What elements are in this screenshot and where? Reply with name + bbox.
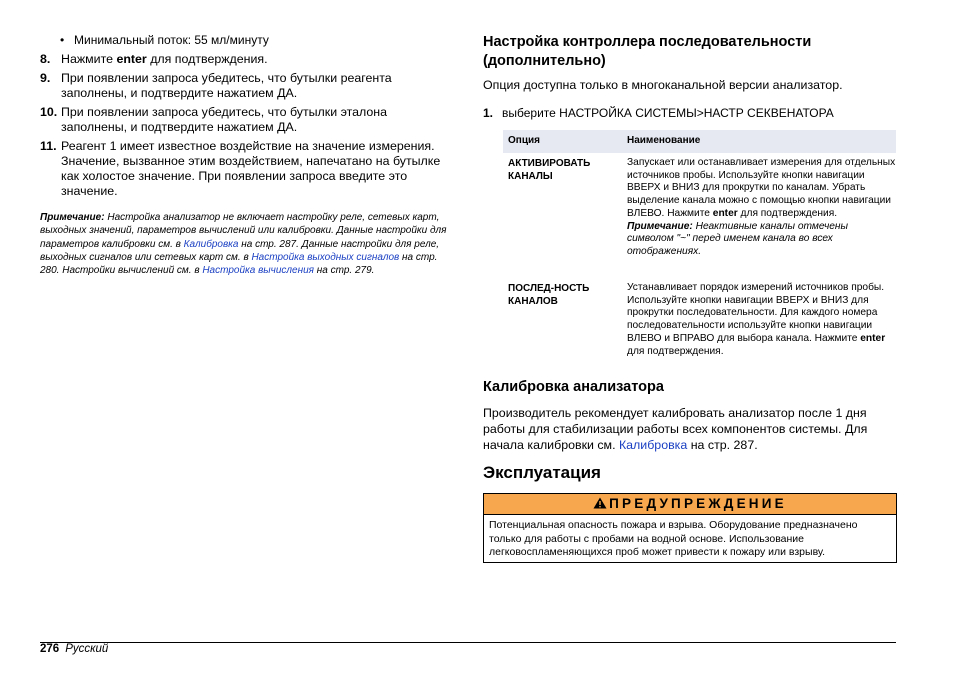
description-text: для подтверждения. [737, 207, 838, 219]
sequencer-heading: Настройка контроллера последовательности (дополнительно) [483, 34, 812, 69]
warning-title: ПРЕДУПРЕЖДЕНИЕ [609, 496, 787, 511]
step-bold-text: enter [116, 52, 147, 66]
link-calibration[interactable]: Калибровка [618, 438, 688, 452]
warning-triangle-icon [593, 497, 607, 509]
link-output-settings[interactable]: Настройка выходных сигналов [251, 251, 400, 263]
page-number: 276 [40, 643, 60, 655]
bullet-text: Минимальный поток: 55 мл/минуту [74, 33, 269, 47]
footer-divider [40, 642, 896, 643]
paragraph-text: на стр. 287. [687, 438, 758, 452]
table-header-option: Опция [508, 135, 540, 146]
note-label: Примечание: [627, 220, 693, 232]
warning-box [483, 493, 897, 563]
step-body: При появлении запроса убедитесь, что бутылки реагента заполнены, и подтвердите нажатием ДА. [61, 71, 392, 100]
note-text: Неактивные каналы отмечены символом "~" перед именем канала во всех отображениях. [627, 220, 849, 257]
page-footer [40, 643, 108, 655]
step-text: для подтверждения. [146, 52, 268, 66]
step-body: выберите НАСТРОЙКА СИСТЕМЫ>НАСТР СЕКВЕНАТОРА [502, 106, 834, 120]
operation-heading: Эксплуатация [483, 463, 601, 482]
step-body: Реагент 1 имеет известное воздействие на значение измерения. Значение, вызванное этим воздействием, напечатано на бутылке как холостое значение. При появлении запроса введите это значение. [61, 139, 441, 198]
description-text: Устанавливает порядок измерений источников пробы. Используйте кнопки навигации ВВЕРХ и ВНИЗ для прокрутки последовательности. Для каждого номера последовательности используйте кнопки навигации ВЛЕВО и ВПРАВО для выбора канала. Нажмите [627, 282, 885, 344]
calibration-heading: Калибровка анализатора [483, 379, 664, 395]
step-number: 11. [40, 139, 57, 153]
table-row-option-name: АКТИВИРОВАТЬ КАНАЛЫ [508, 158, 591, 182]
step-body [61, 52, 453, 67]
sequencer-intro: Опция доступна только в многоканальной версии анализатор. [483, 78, 843, 92]
step-body: При появлении запроса убедитесь, что бутылки эталона заполнены, и подтвердите нажатием ДА. [61, 105, 388, 134]
note-text: на стр. 287. Данные настройки для реле, выходных сигналов или сетевых карт см. в [40, 238, 440, 263]
bullet-dot: • [60, 33, 65, 47]
description-text: Запускает или останавливает измерения для отдельных источников пробы. Используйте кнопки навигации ВВЕРХ и ВНИЗ для прокрутки по каналам. Убрать выделение канала можно с помощью кнопки навигации ВЛЕВО. Нажмите [627, 157, 896, 219]
note-text: на стр. 279. [314, 265, 375, 277]
description-text: для подтверждения. [627, 345, 724, 357]
link-calculation-settings[interactable]: Настройка вычисления [202, 265, 314, 277]
step-number: 10. [40, 105, 58, 119]
description-bold-text: enter [860, 332, 886, 344]
step-number: 9. [40, 71, 51, 85]
link-calibration[interactable]: Калибровка [183, 238, 239, 250]
warning-body: Потенциальная опасность пожара и взрыва. Оборудование предназначено только для работы с пробами на водной основе. Использование легковоспламеняющихся проб может привести к пожару или взрыву. [489, 519, 858, 558]
paragraph-text: Производитель рекомендует калибровать анализатор после 1 дня работы для стабилизации работы всех компонентов системы. Для начала калибровки см. [483, 406, 868, 452]
table-row-description [627, 282, 897, 358]
description-bold-text: enter [712, 207, 738, 219]
table-row-description [627, 157, 897, 259]
step-number: 1. [483, 106, 494, 120]
calibration-paragraph [483, 405, 895, 453]
table-header-description: Наименование [627, 135, 701, 146]
step-text: Нажмите [61, 52, 117, 66]
note-text: на стр. 280. Настройки вычислений см. в [40, 251, 438, 277]
table-header [503, 130, 896, 153]
table-row-option-name: ПОСЛЕД-НОСТЬ КАНАЛОВ [508, 283, 590, 307]
step-number: 8. [40, 52, 51, 66]
footer-language: Русский [65, 643, 109, 655]
note-text: Настройка анализатор не включает настройку реле, сетевых карт, выходных значений, параметров вычислений или калибровки. Данные настройки для параметров калибровки см. в [40, 212, 447, 250]
note-label: Примечание: [40, 212, 105, 223]
note-block [40, 211, 450, 277]
warning-header [484, 494, 896, 515]
